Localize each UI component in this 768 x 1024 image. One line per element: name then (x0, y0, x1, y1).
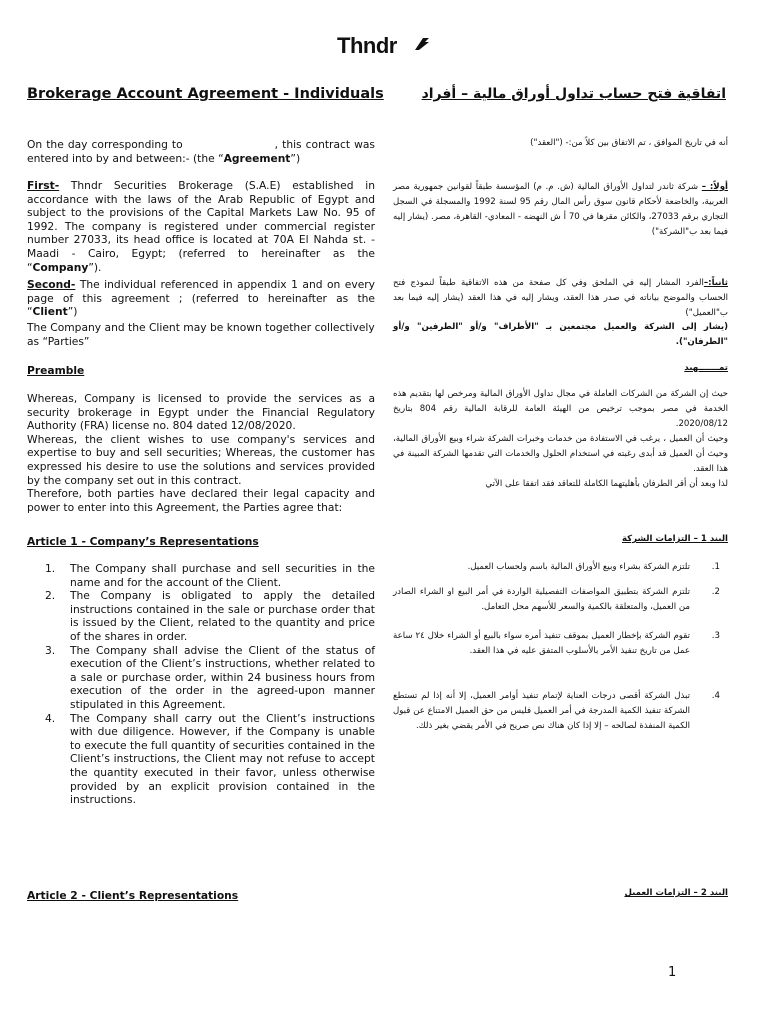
thndr-logo (337, 33, 437, 57)
second-party-arabic: ثانياً:–الفرد المشار إليه في الملحق وفي كل صفحة من هذه الاتفاقية طبقاً لنموذج فتح الحساب والموضح بياناته في صدر هذا العقد، ويشار إليه في هذا العقد (يشار إليه فيما بعد ب"العميل") (393, 278, 728, 318)
article1-heading-english: Article 1 - Company’s Representations (27, 535, 259, 548)
logo-slash-icon (413, 36, 431, 52)
preamble-english: Whereas, Company is licensed to provide the services as a security brokerage in Egypt under the Financial Regulatory Authority (FRA) license no. 804 dated 12/08/2020. Whereas, the client wishes to use company's services and expertise to buy and sell securities; Whereas, the customer has expressed his desire to use the solutions and services provided by the company set out in this contract. Therefore, both parties have declared their legal capacity and power to enter into this Agreement, the Parties agree that: (27, 392, 375, 514)
article1-heading-arabic: البند 1 – التزامات الشركة (621, 534, 728, 544)
list-item: 4. The Company shall carry out the Client’s instructions with due diligence. However, if the Company is unable to execute the full quantity of securities contained in the Client’s instructions, the Client may not refuse to accept the quantity executed in their favor, unless otherwise provided by an explicit provision contained in the instructions. (45, 711, 375, 807)
preamble-heading-arabic: تمـــــــهيد (684, 363, 728, 373)
title-english: Brokerage Account Agreement - Individuals (27, 86, 384, 102)
list-item: 4. تبذل الشركة أقصى درجات العناية لإتمام تنفيذ أوامر العميل، إلا أنه إذا لم تستطع الشركة تنفيذ الكمية المدرجة في أمر العميل فليس من حق العميل الامتناع عن قبول الكمية المنفذة لصالحه – إلا إذا كان هناك نص صريح في الأمر يقضي بغير ذلك. (393, 691, 720, 731)
list-item: 2. The Company is obligated to apply the detailed instructions contained in the sale or purchase order that is issued by the Client, related to the quantity and price of the shares in order. (45, 589, 375, 643)
article1-list-english (27, 562, 375, 807)
parties-english: The Company and the Client may be known together collectively as “Parties” (27, 321, 375, 348)
page-number: 1 (668, 965, 677, 980)
first-party-arabic: أولاً: – شركة ثاندر لتداول الأوراق المالية (ش. م. م) المؤسسة طبقاً لقوانين جمهورية مصر العربية، والخاضعة لأحكام قانون سوق رأس المال رقم 95 لسنة 1992 والمسجلة في السجل التجاري برقم 27033، والكائن مقرها في 70 أ ش النهضه - المعادي- القاهرة، مصر. (يشار إليه فيما بعد ب"الشركة") (393, 182, 728, 237)
article1-list-arabic (393, 560, 728, 734)
list-item: 1. تلتزم الشركة بشراء وبيع الأوراق المالية باسم ولحساب العميل. (467, 562, 720, 572)
logo-wordmark: Thndr (337, 33, 397, 58)
preamble-heading-english: Preamble (27, 364, 85, 377)
list-item: 2. تلتزم الشركة بتطبيق المواصفات التفصيلية الواردة في أمر البيع او الشراء الصادر من العميل، والمتعلقة بالكمية والسعر للأسهم محل التعامل. (393, 587, 720, 612)
first-label: First- (27, 179, 60, 192)
parties-arabic: (يشار إلى الشركة والعميل مجتمعين بـ "الأطراف" و/أو "الطرفين" و/أو "الطرفان"). (393, 322, 728, 347)
article2-heading-english: Article 2 - Client’s Representations (27, 889, 239, 902)
preamble-arabic: حيث إن الشركة من الشركات العاملة في مجال تداول الأوراق المالية ومرخص لها بتقديم هذه الخدمة في مصر بموجب ترخيص من الهيئة العامة للرقابة المالية رقم 804 بتاريخ 2020/08/12. وحيث أن العميل ، يرغب في الاستفادة من خدمات وخبرات الشركة شراء وبيع الأوراق المالية، وحيث أن العميل قد أبدى رغبته في استخدام الحلول والخدمات التي تقدمها الشركة المبينة في هذا العقد. لذا وبعد أن أقر الطرفان بأهليتهما الكاملة للتعاقد فقد اتفقا على الآتي (393, 389, 728, 489)
first-party-english: First- Thndr Securities Brokerage (S.A.E) established in accordance with the laws of the Arab Republic of Egypt and subject to the provisions of the Capital Markets Law No. 95 of 1992. The company is registered under commercial register number 27033, its head office is located at 70A El Nahda st. - Maadi - Cairo, Egypt; (referred to hereinafter as the “Company”). (27, 179, 375, 274)
list-item: 3. The Company shall advise the Client of the status of execution of the Client’s instructions, whether related to a sale or purchase order, within 24 business hours from execution of the order in the agreed-upon manner stipulated in this Agreement. (45, 643, 375, 711)
second-label: Second- (27, 278, 76, 291)
intro-arabic: أنه في تاريخ الموافق ، تم الاتفاق بين كلاً من:- ("العقد") (530, 138, 728, 148)
intro-english: On the day corresponding to , this contract was entered into by and between:- (the “Agreement”) (27, 138, 375, 165)
list-item: 1. The Company shall purchase and sell securities in the name and for the account of the Client. (45, 562, 375, 589)
title-arabic: اتفاقية فتح حساب تداول أوراق مالية – أفراد (421, 86, 726, 102)
second-party-english: Second- The individual referenced in appendix 1 and on every page of this agreement ; (referred to hereinafter as the “Client”) (27, 278, 375, 319)
list-item: 3. تقوم الشركة بإخطار العميل بموقف تنفيذ أمره سواء بالبيع أو الشراء خلال ٢٤ ساعة عمل من تاريخ تنفيذ الأمر بالأسلوب المتفق عليه في هذا العقد. (393, 631, 720, 656)
article2-heading-arabic: البند 2 – التزامات العميل (624, 888, 728, 898)
